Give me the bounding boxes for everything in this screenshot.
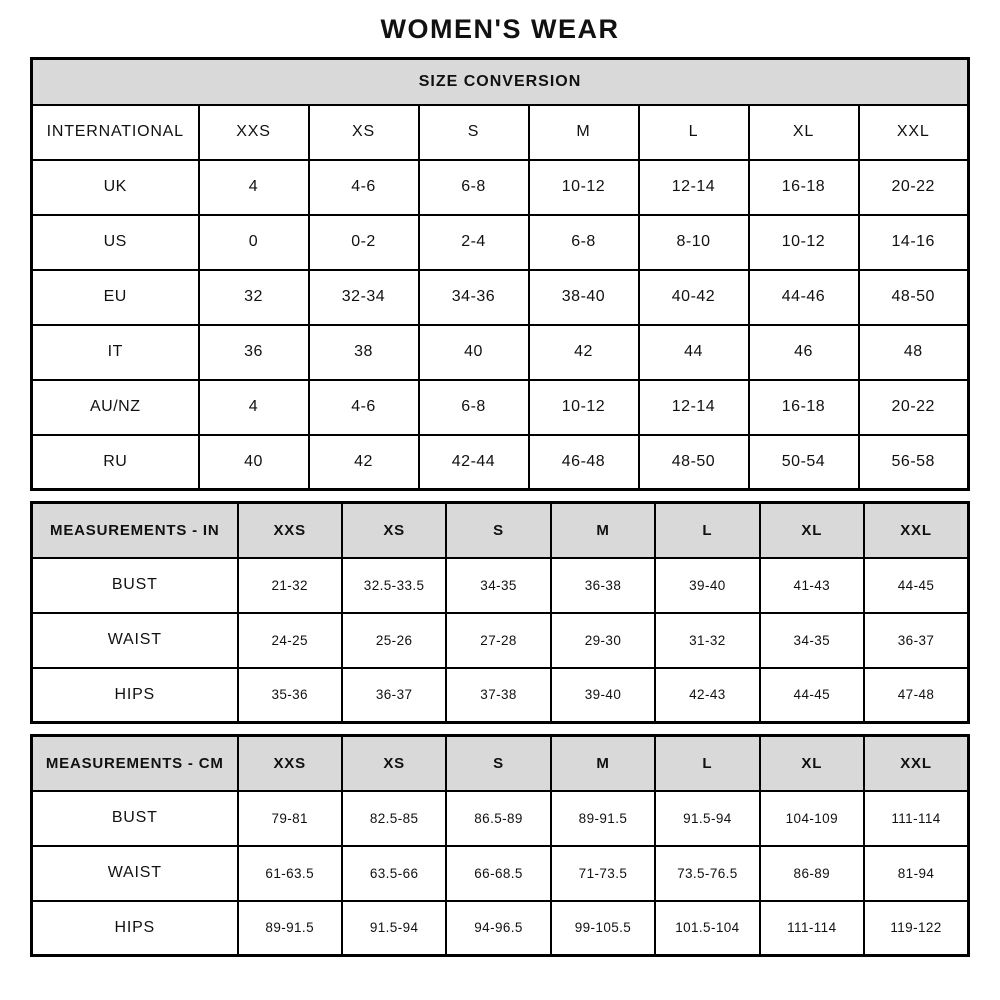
table-cell: 2-4: [419, 215, 529, 270]
row-label: HIPS: [32, 901, 238, 956]
column-header: XL: [749, 105, 859, 160]
table-cell: 36-37: [864, 613, 968, 668]
table-cell: 89-91.5: [551, 791, 655, 846]
table-row: [32, 668, 969, 723]
table-cell: 20-22: [859, 160, 969, 215]
column-header: L: [655, 736, 759, 791]
column-header: XS: [342, 503, 446, 558]
table-cell: 31-32: [655, 613, 759, 668]
table-cell: 38: [309, 325, 419, 380]
table-cell: 16-18: [749, 380, 859, 435]
row-label: BUST: [32, 558, 238, 613]
table-cell: 42: [309, 435, 419, 490]
table-cell: 35-36: [238, 668, 342, 723]
table-cell: 32: [199, 270, 309, 325]
table-cell: 82.5-85: [342, 791, 446, 846]
table-cell: 111-114: [760, 901, 864, 956]
column-header: XL: [760, 503, 864, 558]
table-cell: 71-73.5: [551, 846, 655, 901]
table-cell: 44-45: [760, 668, 864, 723]
row-label: US: [32, 215, 199, 270]
table-cell: 6-8: [419, 160, 529, 215]
column-header: S: [419, 105, 529, 160]
table-cell: 44: [639, 325, 749, 380]
table-cell: 39-40: [655, 558, 759, 613]
table-cell: 73.5-76.5: [655, 846, 759, 901]
table-cell: 42: [529, 325, 639, 380]
column-header: XS: [342, 736, 446, 791]
table-cell: 86-89: [760, 846, 864, 901]
table-cell: 29-30: [551, 613, 655, 668]
corner-header: MEASUREMENTS - IN: [32, 503, 238, 558]
row-label: AU/NZ: [32, 380, 199, 435]
table-cell: 46-48: [529, 435, 639, 490]
table-cell: 111-114: [864, 791, 968, 846]
table-cell: 34-36: [419, 270, 529, 325]
table-cell: 4-6: [309, 160, 419, 215]
row-label: RU: [32, 435, 199, 490]
page-title: WOMEN'S WEAR: [380, 14, 620, 44]
table-cell: 27-28: [446, 613, 550, 668]
corner-header: INTERNATIONAL: [32, 105, 199, 160]
size-conversion-table: [30, 57, 970, 491]
table-cell: 4: [199, 380, 309, 435]
table-cell: 101.5-104: [655, 901, 759, 956]
table-row: [32, 380, 969, 435]
table-cell: 32.5-33.5: [342, 558, 446, 613]
corner-header: MEASUREMENTS - CM: [32, 736, 238, 791]
table-cell: 66-68.5: [446, 846, 550, 901]
table-cell: 91.5-94: [342, 901, 446, 956]
column-header: XXS: [199, 105, 309, 160]
table-cell: 38-40: [529, 270, 639, 325]
column-header: S: [446, 503, 550, 558]
column-header: L: [639, 105, 749, 160]
row-label: UK: [32, 160, 199, 215]
column-header: M: [551, 736, 655, 791]
table-cell: 8-10: [639, 215, 749, 270]
measurements-in-table: [30, 501, 970, 724]
table-cell: 104-109: [760, 791, 864, 846]
row-label: WAIST: [32, 846, 238, 901]
table-cell: 21-32: [238, 558, 342, 613]
column-header: XS: [309, 105, 419, 160]
table-cell: 10-12: [529, 380, 639, 435]
row-label: IT: [32, 325, 199, 380]
table-cell: 37-38: [446, 668, 550, 723]
table-row: [32, 558, 969, 613]
table-cell: 6-8: [419, 380, 529, 435]
table-cell: 46: [749, 325, 859, 380]
table-cell: 34-35: [446, 558, 550, 613]
table-cell: 41-43: [760, 558, 864, 613]
table-cell: 48: [859, 325, 969, 380]
table-cell: 36-38: [551, 558, 655, 613]
table-row: [32, 435, 969, 490]
table-cell: 89-91.5: [238, 901, 342, 956]
table-cell: 99-105.5: [551, 901, 655, 956]
table-cell: 48-50: [639, 435, 749, 490]
table-cell: 61-63.5: [238, 846, 342, 901]
column-header: XXL: [864, 736, 968, 791]
table-cell: 4: [199, 160, 309, 215]
table-cell: 32-34: [309, 270, 419, 325]
column-header: XL: [760, 736, 864, 791]
table-cell: 10-12: [749, 215, 859, 270]
column-header: XXS: [238, 503, 342, 558]
measurements-cm-table: [30, 734, 970, 957]
table-cell: 50-54: [749, 435, 859, 490]
table-cell: 16-18: [749, 160, 859, 215]
table-cell: 10-12: [529, 160, 639, 215]
table-cell: 6-8: [529, 215, 639, 270]
column-header: M: [529, 105, 639, 160]
column-header: S: [446, 736, 550, 791]
table-cell: 81-94: [864, 846, 968, 901]
table-cell: 42-43: [655, 668, 759, 723]
table-cell: 36-37: [342, 668, 446, 723]
table-cell: 20-22: [859, 380, 969, 435]
table-row: [32, 160, 969, 215]
row-label: BUST: [32, 791, 238, 846]
table-cell: 44-45: [864, 558, 968, 613]
table-row: [32, 215, 969, 270]
table-cell: 14-16: [859, 215, 969, 270]
table-cell: 25-26: [342, 613, 446, 668]
table-cell: 56-58: [859, 435, 969, 490]
table-cell: 94-96.5: [446, 901, 550, 956]
table-row: [32, 325, 969, 380]
table-cell: 79-81: [238, 791, 342, 846]
table-cell: 4-6: [309, 380, 419, 435]
table-row: [32, 791, 969, 846]
table-cell: 44-46: [749, 270, 859, 325]
table-cell: 47-48: [864, 668, 968, 723]
column-header: M: [551, 503, 655, 558]
table-row: [32, 613, 969, 668]
table-cell: 12-14: [639, 380, 749, 435]
table-cell: 12-14: [639, 160, 749, 215]
column-header: XXL: [864, 503, 968, 558]
table-cell: 24-25: [238, 613, 342, 668]
table-row: [32, 846, 969, 901]
table-cell: 36: [199, 325, 309, 380]
table-cell: 34-35: [760, 613, 864, 668]
row-label: HIPS: [32, 668, 238, 723]
table-row: [32, 270, 969, 325]
table-cell: 0-2: [309, 215, 419, 270]
row-label: EU: [32, 270, 199, 325]
column-header: XXL: [859, 105, 969, 160]
table-banner: SIZE CONVERSION: [32, 59, 969, 105]
row-label: WAIST: [32, 613, 238, 668]
table-cell: 40: [199, 435, 309, 490]
table-cell: 91.5-94: [655, 791, 759, 846]
column-header: XXS: [238, 736, 342, 791]
table-cell: 42-44: [419, 435, 529, 490]
table-cell: 0: [199, 215, 309, 270]
column-header: L: [655, 503, 759, 558]
table-cell: 40: [419, 325, 529, 380]
table-cell: 40-42: [639, 270, 749, 325]
table-cell: 63.5-66: [342, 846, 446, 901]
table-cell: 39-40: [551, 668, 655, 723]
table-cell: 48-50: [859, 270, 969, 325]
table-cell: 119-122: [864, 901, 968, 956]
table-row: [32, 901, 969, 956]
table-cell: 86.5-89: [446, 791, 550, 846]
